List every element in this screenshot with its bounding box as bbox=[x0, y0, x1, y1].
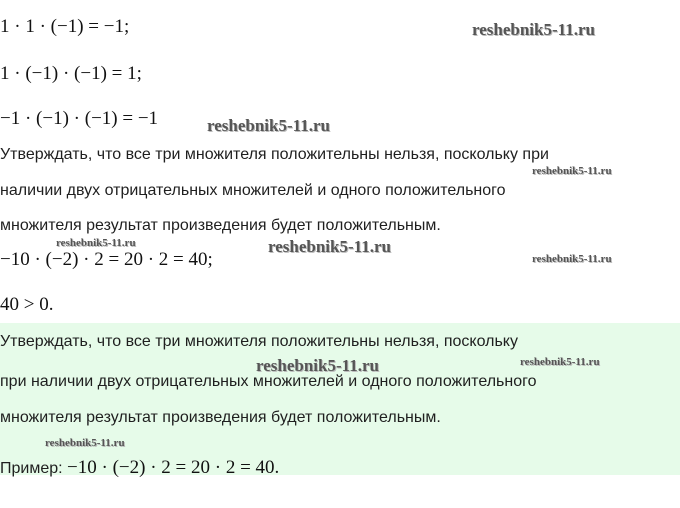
paragraph1-line1: Утверждать, что все три множителя положительны нельзя, поскольку при bbox=[0, 146, 549, 163]
watermark: reshebnik5-11.ru bbox=[56, 237, 136, 249]
answer-line2: при наличии двух отрицательных множителей и одного положительного bbox=[0, 373, 537, 390]
example-math: −10 · (−2) · 2 = 20 · 2 = 40. bbox=[67, 457, 280, 478]
watermark: reshebnik5-11.ru bbox=[472, 20, 595, 39]
answer-line1: Утверждать, что все три множителя положительны нельзя, поскольку bbox=[0, 333, 518, 350]
math-line-1: 1 · 1 · (−1) = −1; bbox=[0, 16, 130, 37]
paragraph1-line2: наличии двух отрицательных множителей и одного положительного bbox=[0, 182, 506, 199]
answer-line3: множителя результат произведения будет положительным. bbox=[0, 409, 441, 426]
watermark: reshebnik5-11.ru bbox=[45, 437, 125, 449]
watermark: reshebnik5-11.ru bbox=[268, 237, 391, 256]
answer-example bbox=[0, 457, 279, 479]
watermark: reshebnik5-11.ru bbox=[532, 165, 612, 177]
watermark: reshebnik5-11.ru bbox=[520, 356, 600, 368]
math-line-3: −1 · (−1) · (−1) = −1 bbox=[0, 108, 159, 129]
watermark: reshebnik5-11.ru bbox=[532, 253, 612, 265]
example-label: Пример: bbox=[0, 460, 63, 477]
math-line-2: 1 · (−1) · (−1) = 1; bbox=[0, 63, 142, 84]
watermark: reshebnik5-11.ru bbox=[256, 356, 379, 375]
watermark: reshebnik5-11.ru bbox=[207, 116, 330, 135]
math-line-5: 40 > 0. bbox=[0, 294, 54, 315]
paragraph1-line3: множителя результат произведения будет положительным. bbox=[0, 217, 441, 234]
math-line-4: −10 · (−2) · 2 = 20 · 2 = 40; bbox=[0, 249, 213, 270]
